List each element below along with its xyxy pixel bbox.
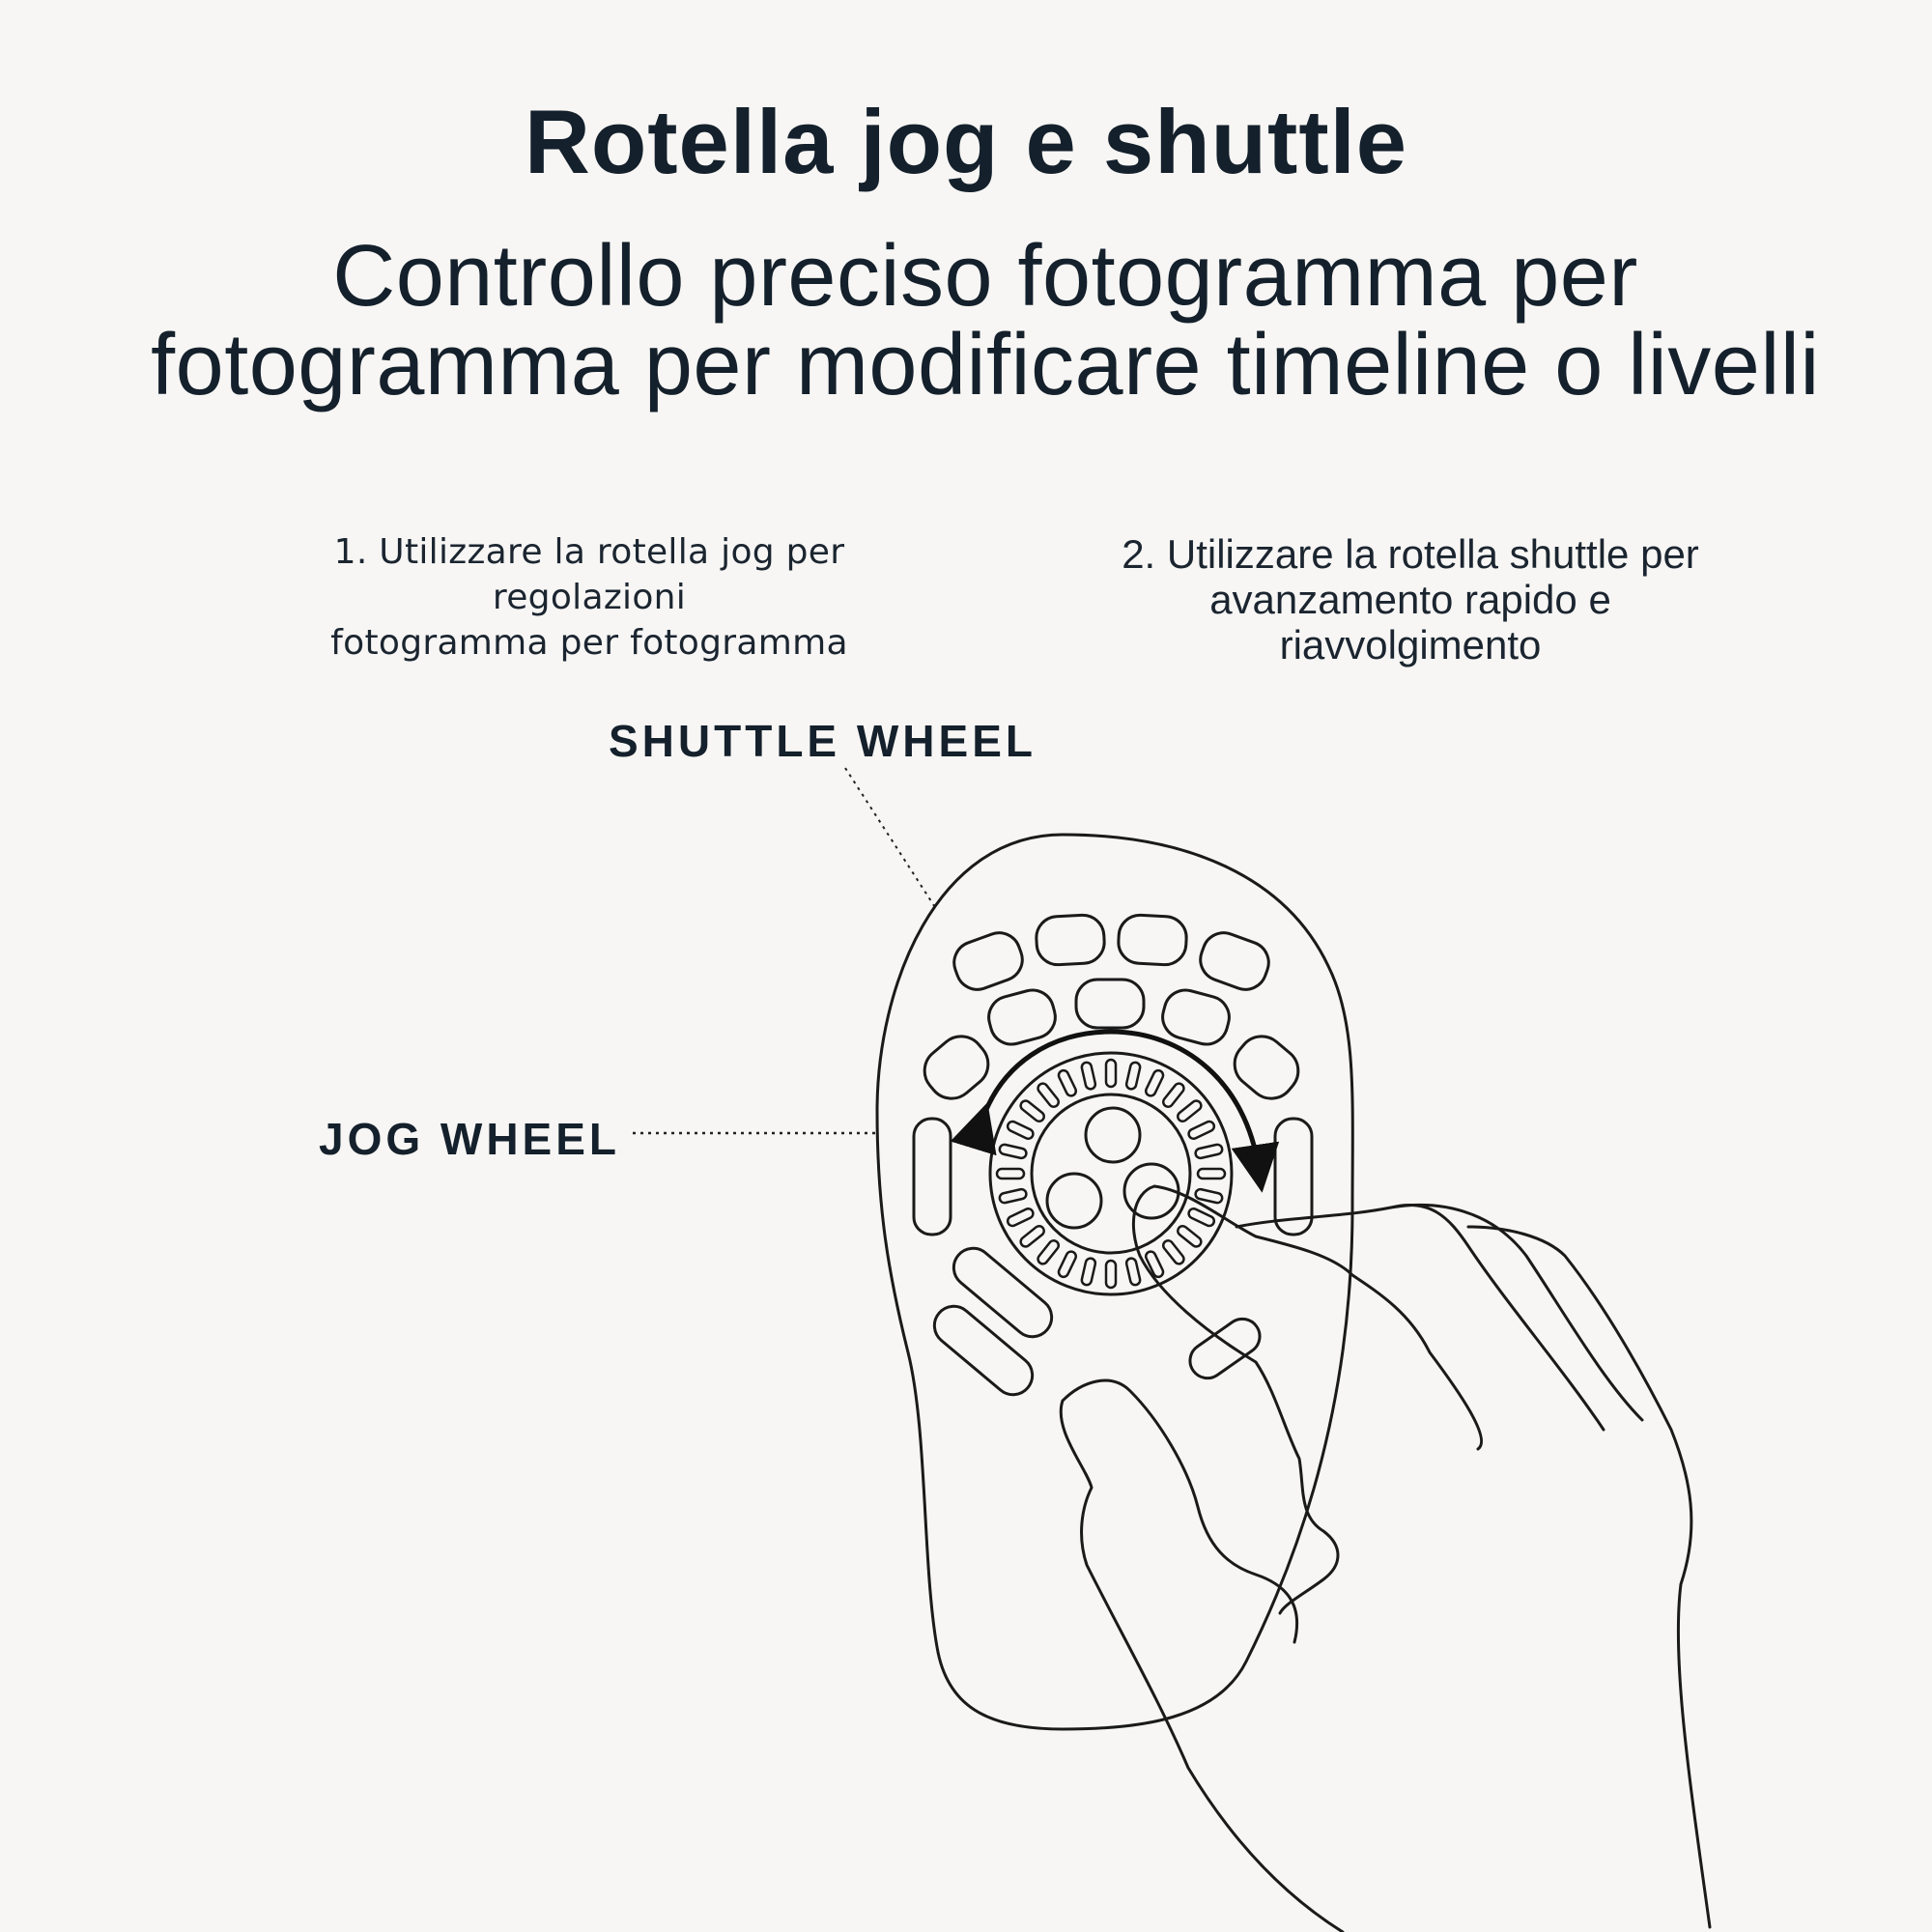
jog-wheel-button (1086, 1108, 1140, 1162)
shuttle-wheel-label: SHUTTLE WHEEL (609, 716, 1037, 766)
shuttle-grip-notch (1198, 1169, 1225, 1179)
step-2-line-1: 2. Utilizzare la rotella shuttle per (1122, 531, 1699, 577)
step-2-line-2: avanzamento rapido e (1209, 577, 1611, 622)
subtitle-line-1: Controllo preciso fotogramma per (332, 228, 1638, 325)
step-1-line-2: fotogramma per fotogramma (330, 623, 848, 663)
page-title: Rotella jog e shuttle (524, 91, 1408, 192)
jog-wheel-label: JOG WHEEL (319, 1114, 621, 1164)
shuttle-grip-notch (1106, 1060, 1116, 1087)
step-2-line-3: riavvolgimento (1279, 622, 1542, 668)
function-button (1118, 914, 1188, 966)
side-button-left (914, 1119, 951, 1235)
function-button (1076, 980, 1144, 1028)
shuttle-grip-notch (997, 1169, 1024, 1179)
step-1-line-1: 1. Utilizzare la rotella jog per regolazioni (333, 532, 845, 617)
shuttle-grip-notch (1106, 1261, 1116, 1288)
subtitle-line-2: fotogramma per modificare timeline o livelli (151, 317, 1820, 413)
jog-wheel-button (1047, 1174, 1101, 1228)
function-button (1036, 914, 1106, 966)
